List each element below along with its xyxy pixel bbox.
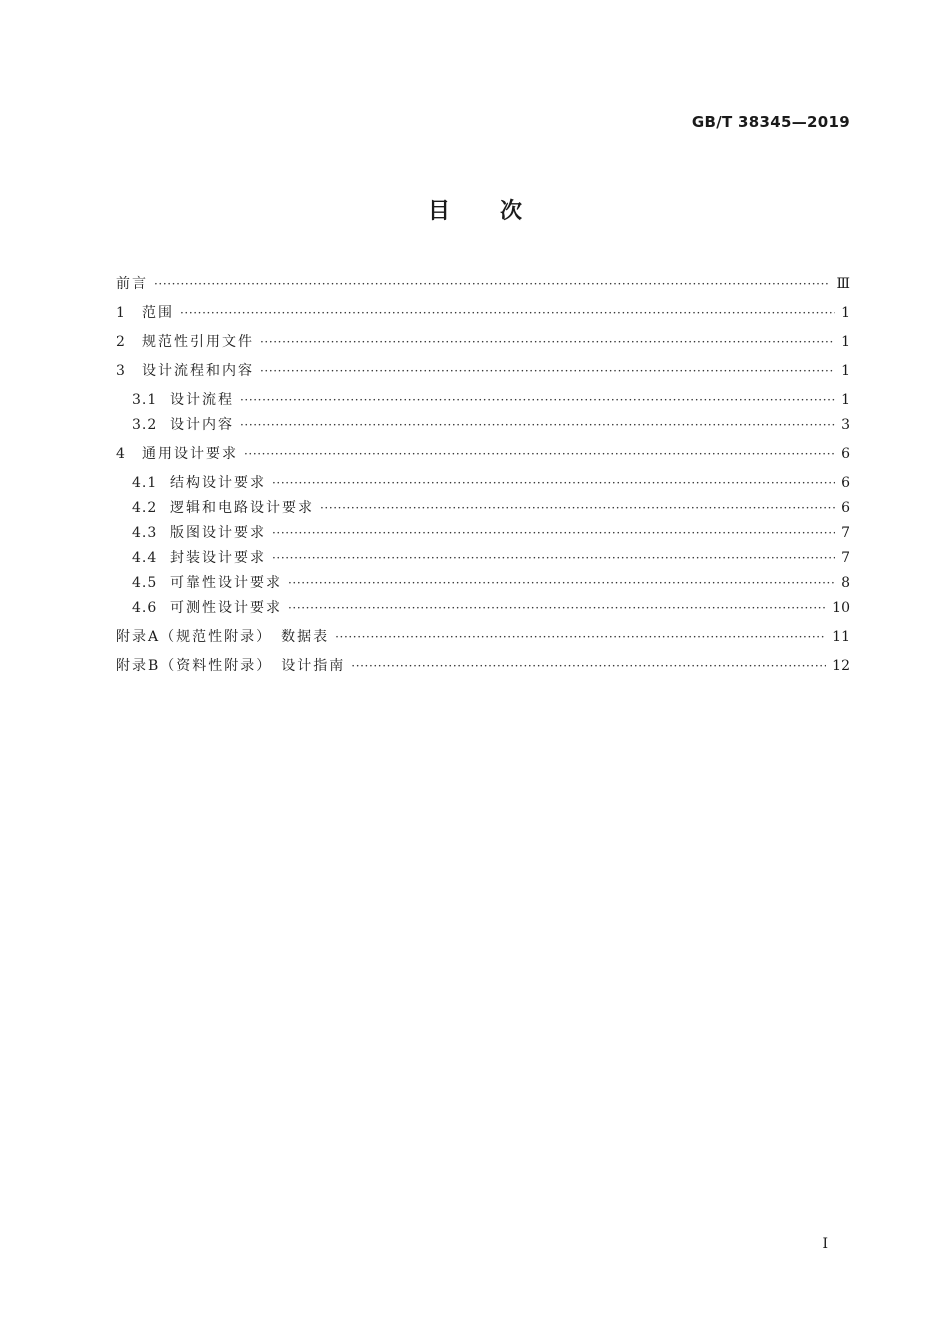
toc-leader-dots bbox=[272, 471, 835, 496]
toc-entry-label: 前言 bbox=[116, 276, 148, 292]
toc-leader-dots bbox=[260, 359, 835, 384]
toc-leader-dots bbox=[288, 596, 826, 621]
toc-entry-4-1[interactable] bbox=[116, 471, 850, 496]
toc-entry-label: 设计内容 bbox=[170, 417, 234, 433]
toc-entry-foreword[interactable] bbox=[116, 272, 850, 297]
toc-entry-label: 设计流程和内容 bbox=[142, 363, 254, 379]
toc-entry-number: 4 bbox=[116, 446, 126, 462]
toc-entry-annex-a[interactable] bbox=[116, 625, 850, 650]
standard-number: GB/T 38345—2019 bbox=[691, 113, 850, 131]
toc-entry-label: 附录B（资料性附录） 设计指南 bbox=[116, 658, 346, 674]
toc-entry-4[interactable] bbox=[116, 442, 850, 467]
toc-entry-1[interactable] bbox=[116, 301, 850, 326]
toc-leader-dots bbox=[288, 571, 835, 596]
toc-entry-page: 1 bbox=[841, 305, 850, 321]
toc-entry-page: 6 bbox=[841, 446, 850, 462]
toc-entry-page: 6 bbox=[841, 500, 850, 516]
toc-leader-dots bbox=[240, 388, 835, 413]
toc-entry-page: 6 bbox=[841, 475, 850, 491]
toc-leader-dots bbox=[272, 521, 835, 546]
toc-entry-page: 1 bbox=[841, 334, 850, 350]
toc-entry-page: 1 bbox=[841, 392, 850, 408]
toc-entry-number: 4.2 bbox=[132, 500, 158, 516]
toc-leader-dots bbox=[272, 546, 835, 571]
toc-entry-number: 4.6 bbox=[132, 600, 158, 616]
toc-entry-4-5[interactable] bbox=[116, 571, 850, 596]
toc-entry-4-3[interactable] bbox=[116, 521, 850, 546]
toc-entry-label: 附录A（规范性附录） 数据表 bbox=[116, 629, 330, 645]
toc-entry-3-1[interactable] bbox=[116, 388, 850, 413]
toc-entry-3-2[interactable] bbox=[116, 413, 850, 438]
toc-entry-label: 规范性引用文件 bbox=[142, 334, 254, 350]
toc-entry-number: 1 bbox=[116, 305, 126, 321]
toc-entry-page: 3 bbox=[841, 417, 850, 433]
toc-entry-annex-b[interactable] bbox=[116, 654, 850, 679]
toc-entry-number: 4.3 bbox=[132, 525, 158, 541]
toc-entry-number: 2 bbox=[116, 334, 126, 350]
toc-leader-dots bbox=[244, 442, 835, 467]
toc-entry-label: 通用设计要求 bbox=[142, 446, 238, 462]
toc-entry-page: 8 bbox=[841, 575, 850, 591]
toc-entry-4-4[interactable] bbox=[116, 546, 850, 571]
toc-entry-number: 3.1 bbox=[132, 392, 158, 408]
toc-entry-label: 版图设计要求 bbox=[170, 525, 266, 541]
toc-entry-page: 7 bbox=[841, 525, 850, 541]
toc-entry-2[interactable] bbox=[116, 330, 850, 355]
toc-entry-label: 范围 bbox=[142, 305, 174, 321]
toc-entry-page: 1 bbox=[841, 363, 850, 379]
toc-entry-page: 7 bbox=[841, 550, 850, 566]
toc-leader-dots bbox=[335, 625, 826, 650]
toc-entry-label: 可靠性设计要求 bbox=[170, 575, 282, 591]
toc-entry-number: 4.4 bbox=[132, 550, 158, 566]
toc-entry-number: 4.5 bbox=[132, 575, 158, 591]
toc-entry-page: 11 bbox=[832, 629, 850, 645]
toc-title: 目次 bbox=[427, 199, 572, 224]
toc-entry-4-6[interactable] bbox=[116, 596, 850, 621]
toc-entry-label: 封装设计要求 bbox=[170, 550, 266, 566]
toc-entry-label: 可测性设计要求 bbox=[170, 600, 282, 616]
toc-entry-3[interactable] bbox=[116, 359, 850, 384]
table-of-contents bbox=[116, 272, 850, 679]
toc-entry-4-2[interactable] bbox=[116, 496, 850, 521]
toc-entry-label: 结构设计要求 bbox=[170, 475, 266, 491]
page-number: Ⅰ bbox=[822, 1236, 828, 1252]
toc-entry-page: 10 bbox=[832, 600, 850, 616]
toc-entry-page: Ⅲ bbox=[836, 276, 850, 292]
toc-entry-number: 3.2 bbox=[132, 417, 158, 433]
toc-entry-label: 设计流程 bbox=[170, 392, 234, 408]
toc-entry-label: 逻辑和电路设计要求 bbox=[170, 500, 314, 516]
toc-leader-dots bbox=[351, 654, 826, 679]
toc-leader-dots bbox=[180, 301, 835, 326]
toc-leader-dots bbox=[240, 413, 835, 438]
toc-entry-number: 4.1 bbox=[132, 475, 158, 491]
toc-entry-number: 3 bbox=[116, 363, 126, 379]
toc-leader-dots bbox=[260, 330, 835, 355]
toc-leader-dots bbox=[320, 496, 835, 521]
toc-leader-dots bbox=[154, 272, 830, 297]
toc-entry-page: 12 bbox=[832, 658, 850, 674]
